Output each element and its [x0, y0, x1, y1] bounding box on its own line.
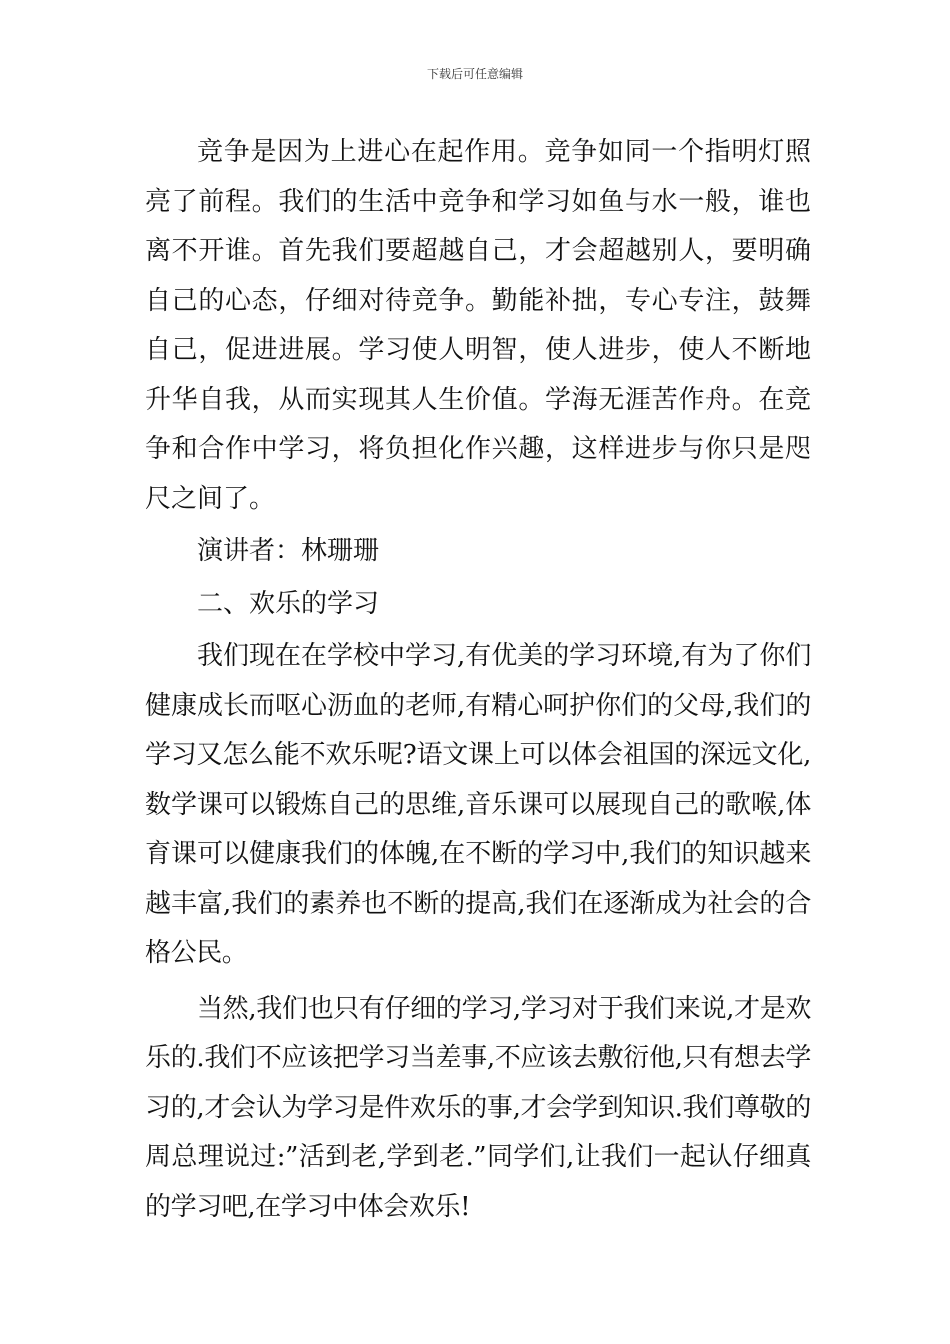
- paragraph-happy-learning: 我们现在在学校中学习,有优美的学习环境,有为了你们健康成长而呕心沥血的老师,有精心呵护你们的父母,我们的学习又怎么能不欢乐呢?语文课上可以体会祖国的深远文化,数学课可以锻炼自己的思维,音乐课可以展现自己的歌喉,体育课可以健康我们的体魄,在不断的学习中,我们的知识越来越丰富,我们的素养也不断的提高,我们在逐渐成为社会的合格公民。: [145, 641, 811, 968]
- section-heading: 二、欢乐的学习: [197, 588, 380, 619]
- speaker-line: 演讲者：林珊珊: [197, 536, 380, 566]
- paragraph-conclusion: 当然,我们也只有仔细的学习,学习对于我们来说,才是欢乐的.我们不应该把学习当差事,不应该去敷衍他,只有想去学习的,才会认为学习是件欢乐的事,才会学到知识.我们尊敬的周总理说过:”活到老,学到老.”同学们,让我们一起认仔细真的学习吧,在学习中体会欢乐!: [145, 993, 811, 1222]
- document-body: [145, 128, 811, 1232]
- paragraph-competition: 竞争是因为上进心在起作用。竞争如同一个指明灯照亮了前程。我们的生活中竞争和学习如鱼与水一般，谁也离不开谁。首先我们要超越自己，才会超越别人，要明确自己的心态，仔细对待竞争。勤能补拙，专心专注，鼓舞自己，促进进展。学习使人明智，使人进步，使人不断地升华自我，从而实现其人生价值。学海无涯苦作舟。在竞争和合作中学习，将负担化作兴趣，这样进步与你只是咫尺之间了。: [145, 137, 811, 514]
- page-header: 下载后可任意编辑: [426, 67, 523, 81]
